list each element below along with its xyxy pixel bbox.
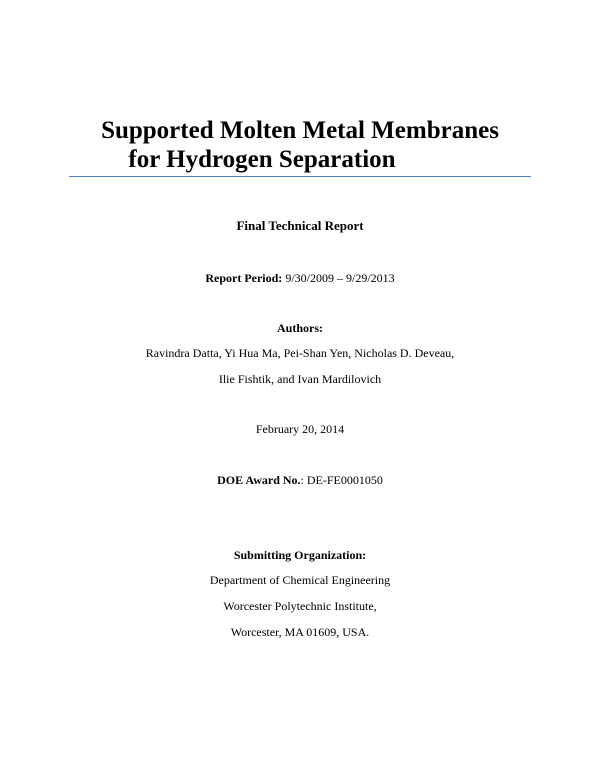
title-divider <box>69 176 531 177</box>
report-period-label: Report Period: <box>205 271 283 285</box>
award-value: DE-FE0001050 <box>306 473 383 487</box>
title-line-2: for Hydrogen Separation <box>128 146 396 173</box>
report-title <box>70 116 530 174</box>
authors-label: Authors: <box>276 321 323 335</box>
organization-line-1: Department of Chemical Engineering <box>209 573 391 587</box>
report-period <box>0 271 600 285</box>
report-period-value: 9/30/2009 – 9/29/2013 <box>285 271 395 285</box>
report-type: Final Technical Report <box>236 218 364 233</box>
authors-line-2: Ilie Fishtik, and Ivan Mardilovich <box>218 372 382 386</box>
authors-line-1: Ravindra Datta, Yi Hua Ma, Pei-Shan Yen, Nicholas D. Deveau, <box>145 346 455 360</box>
organization-line-3: Worcester, MA 01609, USA. <box>230 625 370 639</box>
award-number <box>0 473 600 487</box>
award-separator: : <box>300 473 304 487</box>
award-label: DOE Award No. <box>217 473 301 487</box>
organization-line-2: Worcester Polytechnic Institute, <box>223 599 377 613</box>
report-date: February 20, 2014 <box>255 422 345 436</box>
organization-label: Submitting Organization: <box>233 548 367 562</box>
title-line-1: Supported Molten Metal Membranes <box>101 117 499 144</box>
